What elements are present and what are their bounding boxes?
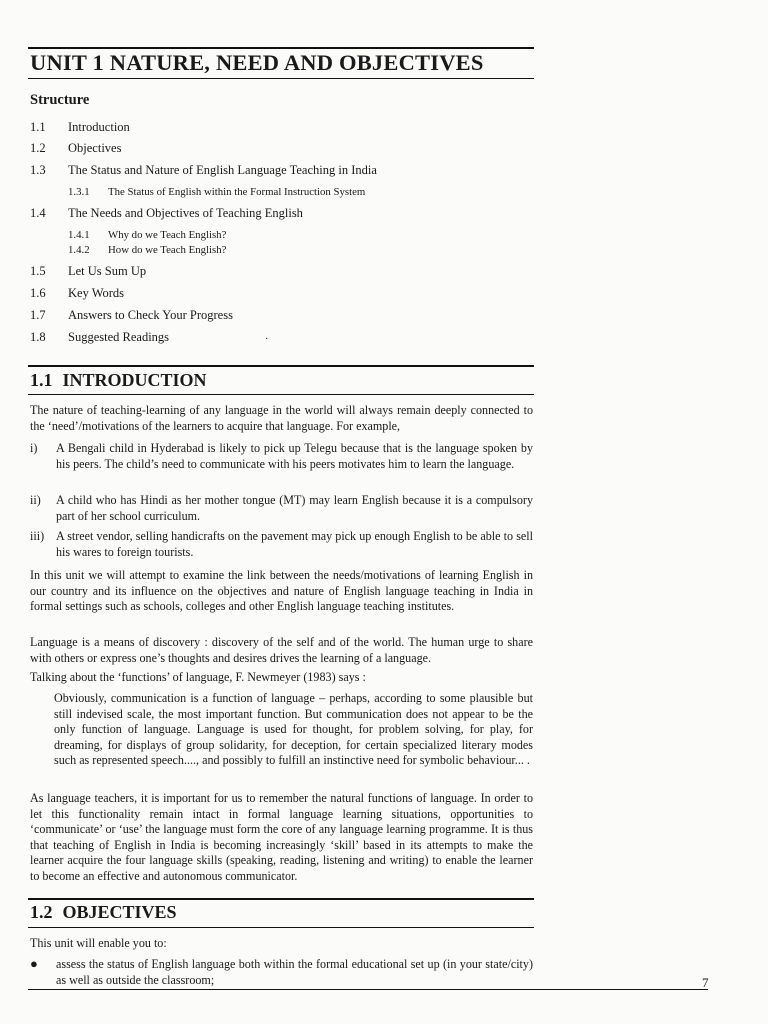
stray-mark: ·	[265, 334, 269, 345]
intro-paragraph: In this unit we will attempt to examine the link between the needs/motivations of learning English in our country and its influence on the objectives and nature of English language teaching in India in formal settings such as schools, colleges and other English language teaching institutes.	[30, 568, 533, 613]
section-rule-top	[28, 898, 534, 900]
bullet-text: assess the status of English language both within the formal educational set up (in your state/city) as well as outside the classroom;	[56, 957, 533, 987]
toc-number: 1.8	[30, 330, 46, 344]
toc-label: The Status of English within the Formal Instruction System	[108, 186, 366, 198]
page-bottom-rule	[28, 989, 708, 990]
example-marker: ii)	[30, 493, 41, 507]
toc-number: 1.2	[30, 141, 46, 155]
toc-number: 1.6	[30, 286, 46, 300]
section-rule-bottom	[28, 927, 534, 928]
section-number: 1.2	[30, 902, 53, 922]
toc-number: 1.4	[30, 206, 46, 220]
block-quote: Obviously, communication is a function of language – perhaps, according to some plausible but still indevised scale, the most important function. But communication does not appear to be the only function of language. Language is used for thought, for problem solving, for play, for dreaming, for displays of group solidarity, for deception, for certain specialized literary modes such as represented speech...., and possibly to fulfill an instinctive need for symbolic behaviour... .	[54, 691, 533, 767]
section-number: 1.1	[30, 370, 53, 390]
title-rule-top	[28, 47, 534, 49]
toc-label: Answers to Check Your Progress	[68, 308, 233, 322]
intro-paragraph: Language is a means of discovery : discovery of the self and of the world. The human urge to share with others or express one’s thoughts and desires drives the learning of a language.	[30, 635, 533, 665]
intro-paragraph: Talking about the ‘functions’ of language, F. Newmeyer (1983) says :	[30, 670, 366, 684]
unit-title: UNIT 1 NATURE, NEED AND OBJECTIVES	[30, 50, 484, 75]
structure-heading: Structure	[30, 92, 90, 108]
toc-label: Suggested Readings	[68, 330, 170, 344]
toc-number: 1.1	[30, 120, 46, 134]
objectives-intro: This unit will enable you to:	[30, 936, 167, 950]
example-text: A Bengali child in Hyderabad is likely to pick up Telegu because that is the language spoken by his peers. The child’s need to communicate with his peers motivates him to learn the language.	[56, 441, 533, 471]
title-rule-bottom	[28, 78, 534, 79]
section-rule-bottom	[28, 394, 534, 395]
bullet-marker: ●	[30, 956, 38, 971]
toc-label: The Needs and Objectives of Teaching English	[68, 206, 303, 220]
intro-paragraph: As language teachers, it is important for us to remember the natural functions of language. In order to let this functionality remain intact in formal language learning situations, opportunities to ‘communicate’ or ‘use’ the language must form the core of any language learning programme. It is thus that teaching of English in India is becoming increasingly ‘skill’ based in its attempts to make the learner acquire the four language skills (speaking, reading, listening and writing) to enable the learner to become an effective and autonomous communicator.	[30, 791, 533, 883]
section-title: OBJECTIVES	[62, 902, 177, 922]
toc-number: 1.4.2	[68, 244, 90, 256]
toc-label: Let Us Sum Up	[68, 264, 147, 278]
example-text: A child who has Hindi as her mother tongue (MT) may learn English because it is a compulsory part of her school curriculum.	[56, 493, 533, 523]
toc-number: 1.3.1	[68, 186, 90, 198]
toc-number: 1.5	[30, 264, 46, 278]
toc-label: Key Words	[68, 286, 125, 300]
example-marker: i)	[30, 441, 38, 455]
toc-label: Objectives	[68, 141, 122, 155]
toc-number: 1.7	[30, 308, 46, 322]
section-heading-objectives	[30, 902, 177, 923]
toc-label: Introduction	[68, 120, 130, 134]
toc-label: The Status and Nature of English Language Teaching in India	[68, 163, 377, 177]
toc-number: 1.4.1	[68, 229, 90, 241]
section-rule-top	[28, 365, 534, 367]
page-number: 7	[702, 975, 709, 990]
section-heading-introduction	[30, 370, 207, 391]
toc-label: Why do we Teach English?	[108, 229, 227, 241]
example-marker: iii)	[30, 529, 45, 543]
toc-number: 1.3	[30, 163, 46, 177]
section-title: INTRODUCTION	[62, 370, 207, 390]
intro-paragraph: The nature of teaching-learning of any language in the world will always remain deeply connected to the ‘need’/motivations of the learners to acquire that language. For example,	[30, 403, 533, 433]
example-text: A street vendor, selling handicrafts on the pavement may pick up enough English to be able to sell his wares to foreign tourists.	[56, 529, 533, 559]
toc-label: How do we Teach English?	[108, 244, 227, 256]
